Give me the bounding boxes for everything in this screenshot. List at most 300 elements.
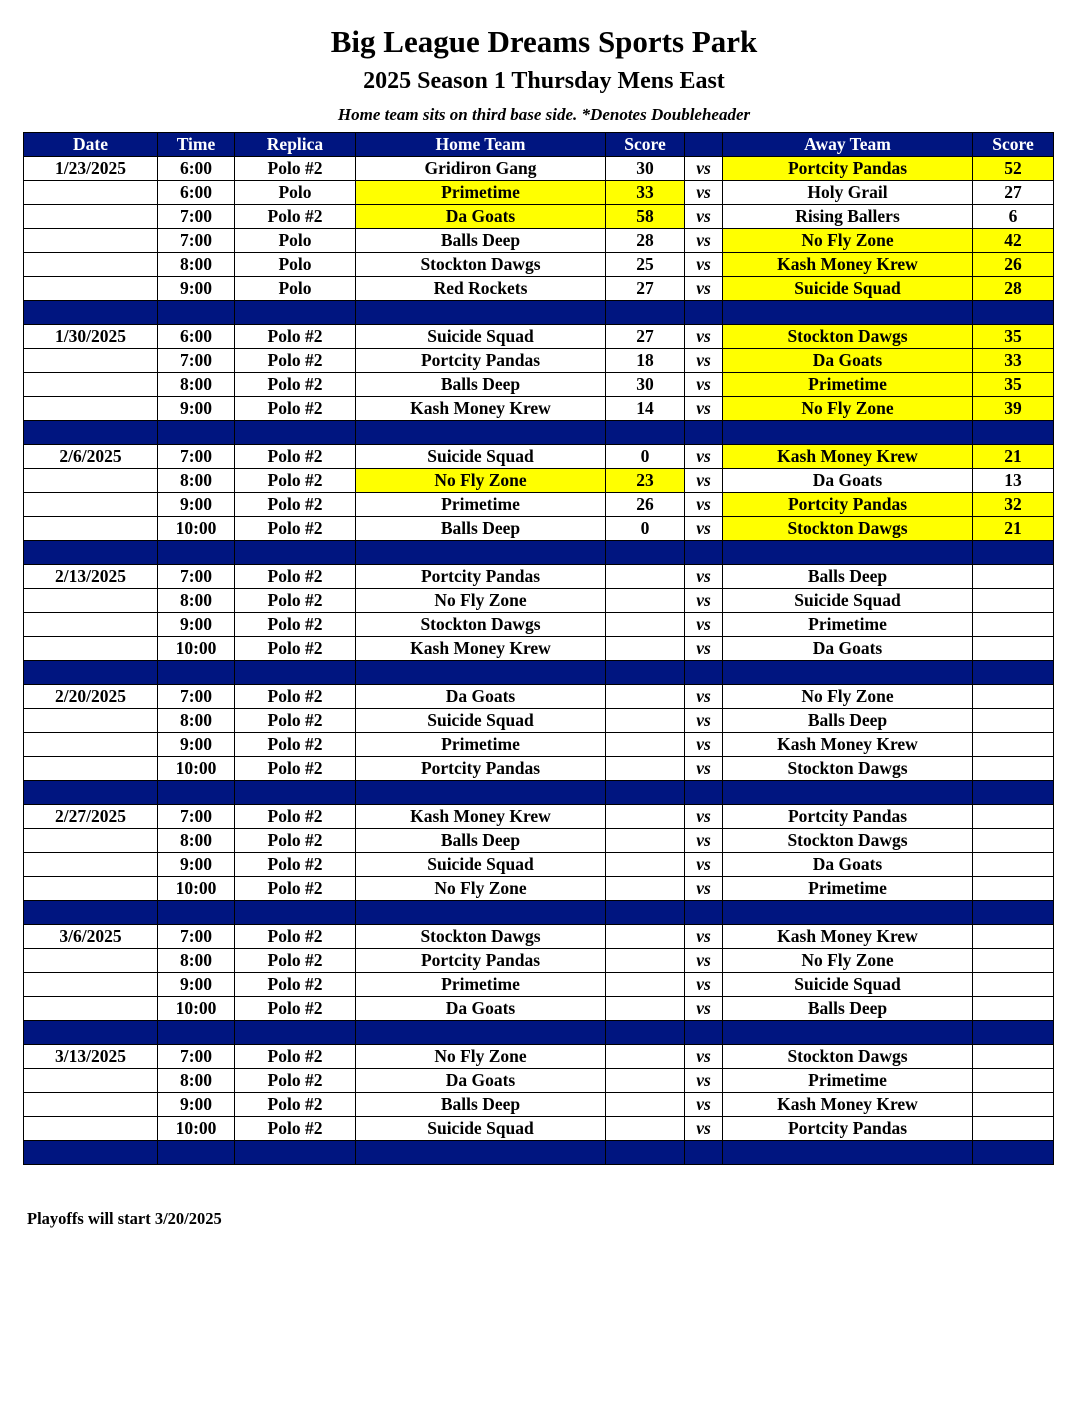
separator-cell <box>606 1141 685 1165</box>
cell-date <box>24 373 158 397</box>
separator-cell <box>606 541 685 565</box>
separator-cell <box>158 781 235 805</box>
cell-home-score: 58 <box>606 205 685 229</box>
cell-home-team: Balls Deep <box>356 517 606 541</box>
cell-away-team: Suicide Squad <box>723 973 973 997</box>
cell-home-team: No Fly Zone <box>356 1045 606 1069</box>
cell-home-score: 30 <box>606 157 685 181</box>
cell-date <box>24 493 158 517</box>
cell-away-score: 52 <box>973 157 1054 181</box>
cell-home-score: 0 <box>606 445 685 469</box>
cell-home-score: 27 <box>606 325 685 349</box>
cell-date: 1/23/2025 <box>24 157 158 181</box>
cell-vs: vs <box>685 853 723 877</box>
cell-away-team: Balls Deep <box>723 565 973 589</box>
cell-date <box>24 973 158 997</box>
col-header-date: Date <box>24 133 158 157</box>
cell-replica: Polo #2 <box>235 853 356 877</box>
separator-cell <box>356 541 606 565</box>
cell-date <box>24 613 158 637</box>
separator-cell <box>24 781 158 805</box>
cell-time: 7:00 <box>158 229 235 253</box>
separator-cell <box>723 301 973 325</box>
cell-away-score <box>973 733 1054 757</box>
separator-cell <box>235 901 356 925</box>
cell-time: 7:00 <box>158 805 235 829</box>
cell-vs: vs <box>685 877 723 901</box>
cell-away-score: 33 <box>973 349 1054 373</box>
cell-date <box>24 853 158 877</box>
cell-home-team: Suicide Squad <box>356 853 606 877</box>
cell-vs: vs <box>685 613 723 637</box>
cell-time: 10:00 <box>158 637 235 661</box>
cell-home-score: 33 <box>606 181 685 205</box>
cell-away-score: 13 <box>973 469 1054 493</box>
cell-vs: vs <box>685 709 723 733</box>
cell-away-score <box>973 1117 1054 1141</box>
cell-away-team: Stockton Dawgs <box>723 1045 973 1069</box>
cell-time: 8:00 <box>158 373 235 397</box>
cell-time: 9:00 <box>158 397 235 421</box>
cell-date <box>24 829 158 853</box>
cell-vs: vs <box>685 493 723 517</box>
cell-time: 7:00 <box>158 349 235 373</box>
cell-time: 8:00 <box>158 253 235 277</box>
cell-replica: Polo #2 <box>235 445 356 469</box>
separator-cell <box>158 661 235 685</box>
separator-cell <box>606 1021 685 1045</box>
cell-away-team: Primetime <box>723 877 973 901</box>
cell-date: 1/30/2025 <box>24 325 158 349</box>
separator-cell <box>973 661 1054 685</box>
cell-replica: Polo #2 <box>235 757 356 781</box>
separator-cell <box>235 421 356 445</box>
page-subtitle: 2025 Season 1 Thursday Mens East <box>363 68 725 94</box>
separator-cell <box>235 661 356 685</box>
cell-away-team: Kash Money Krew <box>723 253 973 277</box>
cell-home-score <box>606 1069 685 1093</box>
cell-time: 9:00 <box>158 853 235 877</box>
cell-away-score <box>973 637 1054 661</box>
separator-cell <box>973 1021 1054 1045</box>
cell-vs: vs <box>685 1093 723 1117</box>
separator-cell <box>235 1141 356 1165</box>
cell-away-team: Balls Deep <box>723 709 973 733</box>
cell-replica: Polo #2 <box>235 1093 356 1117</box>
cell-home-score: 18 <box>606 349 685 373</box>
table-row <box>24 277 1054 301</box>
cell-time: 9:00 <box>158 493 235 517</box>
separator-cell <box>685 301 723 325</box>
cell-replica: Polo #2 <box>235 637 356 661</box>
table-row <box>24 253 1054 277</box>
cell-vs: vs <box>685 325 723 349</box>
cell-replica: Polo #2 <box>235 733 356 757</box>
cell-home-score <box>606 757 685 781</box>
separator-cell <box>235 781 356 805</box>
cell-home-score <box>606 589 685 613</box>
cell-replica: Polo #2 <box>235 685 356 709</box>
cell-replica: Polo #2 <box>235 325 356 349</box>
cell-home-score <box>606 853 685 877</box>
cell-replica: Polo <box>235 229 356 253</box>
cell-away-score <box>973 757 1054 781</box>
table-row <box>24 613 1054 637</box>
separator-cell <box>158 1021 235 1045</box>
cell-away-team: Primetime <box>723 613 973 637</box>
cell-date <box>24 709 158 733</box>
cell-time: 7:00 <box>158 685 235 709</box>
table-row <box>24 157 1054 181</box>
cell-time: 8:00 <box>158 829 235 853</box>
cell-vs: vs <box>685 397 723 421</box>
cell-home-score: 27 <box>606 277 685 301</box>
cell-time: 7:00 <box>158 205 235 229</box>
cell-date <box>24 253 158 277</box>
cell-home-team: No Fly Zone <box>356 469 606 493</box>
cell-away-team: Stockton Dawgs <box>723 829 973 853</box>
cell-home-score <box>606 709 685 733</box>
cell-time: 8:00 <box>158 1069 235 1093</box>
cell-replica: Polo <box>235 277 356 301</box>
separator-cell <box>685 421 723 445</box>
cell-vs: vs <box>685 181 723 205</box>
cell-home-score <box>606 685 685 709</box>
cell-home-team: Suicide Squad <box>356 445 606 469</box>
separator-cell <box>158 901 235 925</box>
cell-date <box>24 517 158 541</box>
cell-date: 3/6/2025 <box>24 925 158 949</box>
table-row <box>24 949 1054 973</box>
separator-cell <box>685 541 723 565</box>
cell-away-team: No Fly Zone <box>723 397 973 421</box>
cell-away-team: Da Goats <box>723 349 973 373</box>
cell-date <box>24 229 158 253</box>
cell-vs: vs <box>685 997 723 1021</box>
table-row <box>24 493 1054 517</box>
table-row <box>24 1045 1054 1069</box>
cell-vs: vs <box>685 517 723 541</box>
separator-cell <box>24 1021 158 1045</box>
cell-replica: Polo #2 <box>235 157 356 181</box>
separator-cell <box>235 541 356 565</box>
cell-home-score <box>606 1093 685 1117</box>
cell-date <box>24 733 158 757</box>
table-row <box>24 829 1054 853</box>
cell-away-score <box>973 997 1054 1021</box>
cell-home-team: Balls Deep <box>356 229 606 253</box>
cell-home-team: Kash Money Krew <box>356 637 606 661</box>
cell-away-team: Holy Grail <box>723 181 973 205</box>
cell-home-score <box>606 805 685 829</box>
table-row <box>24 181 1054 205</box>
table-row <box>24 925 1054 949</box>
cell-away-score <box>973 853 1054 877</box>
cell-home-team: Stockton Dawgs <box>356 925 606 949</box>
separator-cell <box>158 1141 235 1165</box>
cell-date <box>24 637 158 661</box>
table-row <box>24 1093 1054 1117</box>
separator-cell <box>685 901 723 925</box>
cell-home-team: Da Goats <box>356 205 606 229</box>
cell-time: 8:00 <box>158 709 235 733</box>
cell-time: 8:00 <box>158 589 235 613</box>
cell-home-score <box>606 973 685 997</box>
cell-vs: vs <box>685 373 723 397</box>
cell-home-team: Suicide Squad <box>356 709 606 733</box>
table-row <box>24 1117 1054 1141</box>
table-row <box>24 373 1054 397</box>
cell-vs: vs <box>685 565 723 589</box>
page-title: Big League Dreams Sports Park <box>330 24 758 59</box>
table-row <box>24 565 1054 589</box>
cell-date: 2/20/2025 <box>24 685 158 709</box>
cell-home-score <box>606 877 685 901</box>
cell-away-score <box>973 925 1054 949</box>
separator-cell <box>158 421 235 445</box>
separator-cell <box>24 541 158 565</box>
cell-date <box>24 757 158 781</box>
cell-time: 7:00 <box>158 565 235 589</box>
cell-away-score <box>973 1093 1054 1117</box>
separator-cell <box>235 301 356 325</box>
cell-vs: vs <box>685 829 723 853</box>
cell-date: 2/13/2025 <box>24 565 158 589</box>
cell-time: 9:00 <box>158 1093 235 1117</box>
cell-time: 8:00 <box>158 949 235 973</box>
separator-cell <box>24 301 158 325</box>
separator-cell <box>606 661 685 685</box>
cell-vs: vs <box>685 925 723 949</box>
separator-cell <box>973 781 1054 805</box>
cell-away-team: Da Goats <box>723 853 973 877</box>
cell-away-score: 35 <box>973 325 1054 349</box>
cell-time: 9:00 <box>158 613 235 637</box>
cell-replica: Polo #2 <box>235 925 356 949</box>
cell-away-score <box>973 613 1054 637</box>
cell-home-team: Gridiron Gang <box>356 157 606 181</box>
cell-away-team: Primetime <box>723 373 973 397</box>
table-row <box>24 997 1054 1021</box>
schedule-table <box>23 132 1054 1165</box>
separator-cell <box>973 421 1054 445</box>
cell-time: 7:00 <box>158 925 235 949</box>
cell-vs: vs <box>685 229 723 253</box>
separator-cell <box>723 421 973 445</box>
cell-away-team: Rising Ballers <box>723 205 973 229</box>
cell-home-score <box>606 1117 685 1141</box>
cell-vs: vs <box>685 205 723 229</box>
cell-home-score: 0 <box>606 517 685 541</box>
separator-cell <box>723 541 973 565</box>
cell-date: 2/6/2025 <box>24 445 158 469</box>
cell-home-score <box>606 949 685 973</box>
cell-vs: vs <box>685 1069 723 1093</box>
separator-cell <box>356 301 606 325</box>
cell-home-team: Balls Deep <box>356 1093 606 1117</box>
cell-replica: Polo #2 <box>235 493 356 517</box>
cell-time: 9:00 <box>158 733 235 757</box>
separator-cell <box>685 661 723 685</box>
cell-away-score <box>973 829 1054 853</box>
cell-away-score <box>973 1045 1054 1069</box>
cell-home-team: Portcity Pandas <box>356 757 606 781</box>
cell-away-score: 32 <box>973 493 1054 517</box>
table-row <box>24 685 1054 709</box>
cell-away-score: 28 <box>973 277 1054 301</box>
cell-away-score: 21 <box>973 517 1054 541</box>
cell-home-score <box>606 1045 685 1069</box>
cell-vs: vs <box>685 757 723 781</box>
cell-away-team: Portcity Pandas <box>723 1117 973 1141</box>
cell-replica: Polo #2 <box>235 805 356 829</box>
separator-cell <box>158 301 235 325</box>
separator-cell <box>723 1141 973 1165</box>
cell-home-team: Portcity Pandas <box>356 565 606 589</box>
separator-cell <box>356 421 606 445</box>
cell-vs: vs <box>685 277 723 301</box>
cell-away-score: 6 <box>973 205 1054 229</box>
cell-date <box>24 949 158 973</box>
cell-replica: Polo #2 <box>235 973 356 997</box>
cell-replica: Polo #2 <box>235 397 356 421</box>
table-row <box>24 637 1054 661</box>
cell-away-score: 42 <box>973 229 1054 253</box>
cell-away-team: Kash Money Krew <box>723 925 973 949</box>
col-header-away-score: Score <box>973 133 1054 157</box>
cell-home-team: Primetime <box>356 973 606 997</box>
cell-home-team: Red Rockets <box>356 277 606 301</box>
separator-cell <box>606 781 685 805</box>
cell-replica: Polo #2 <box>235 1117 356 1141</box>
cell-vs: vs <box>685 445 723 469</box>
cell-home-team: Kash Money Krew <box>356 805 606 829</box>
separator-cell <box>723 661 973 685</box>
cell-date <box>24 205 158 229</box>
cell-date <box>24 877 158 901</box>
cell-time: 10:00 <box>158 877 235 901</box>
cell-away-team: Da Goats <box>723 469 973 493</box>
cell-date <box>24 397 158 421</box>
separator-cell <box>723 1021 973 1045</box>
week-separator-row <box>24 421 1054 445</box>
cell-replica: Polo #2 <box>235 589 356 613</box>
cell-vs: vs <box>685 949 723 973</box>
cell-away-score: 39 <box>973 397 1054 421</box>
cell-home-score: 26 <box>606 493 685 517</box>
cell-away-score: 35 <box>973 373 1054 397</box>
separator-cell <box>973 1141 1054 1165</box>
cell-vs: vs <box>685 469 723 493</box>
cell-away-team: No Fly Zone <box>723 949 973 973</box>
cell-vs: vs <box>685 253 723 277</box>
cell-home-score: 30 <box>606 373 685 397</box>
separator-cell <box>973 541 1054 565</box>
cell-away-team: No Fly Zone <box>723 229 973 253</box>
playoffs-note: Playoffs will start 3/20/2025 <box>27 1209 222 1228</box>
cell-home-team: Da Goats <box>356 997 606 1021</box>
col-header-home-team: Home Team <box>356 133 606 157</box>
cell-date <box>24 589 158 613</box>
cell-home-team: Primetime <box>356 493 606 517</box>
cell-vs: vs <box>685 157 723 181</box>
table-row <box>24 445 1054 469</box>
separator-cell <box>356 661 606 685</box>
cell-home-score <box>606 829 685 853</box>
cell-away-team: Stockton Dawgs <box>723 517 973 541</box>
cell-away-score <box>973 589 1054 613</box>
cell-away-score: 27 <box>973 181 1054 205</box>
cell-date <box>24 1093 158 1117</box>
cell-away-score <box>973 949 1054 973</box>
cell-away-score <box>973 973 1054 997</box>
table-row <box>24 229 1054 253</box>
cell-home-score: 28 <box>606 229 685 253</box>
cell-home-team: Portcity Pandas <box>356 349 606 373</box>
cell-replica: Polo #2 <box>235 1069 356 1093</box>
week-separator-row <box>24 781 1054 805</box>
cell-time: 7:00 <box>158 445 235 469</box>
separator-cell <box>24 1141 158 1165</box>
week-separator-row <box>24 1021 1054 1045</box>
separator-cell <box>685 781 723 805</box>
separator-cell <box>24 661 158 685</box>
header-row <box>24 133 1054 157</box>
cell-away-team: Kash Money Krew <box>723 733 973 757</box>
cell-home-team: Balls Deep <box>356 373 606 397</box>
separator-cell <box>723 781 973 805</box>
cell-home-team: Primetime <box>356 733 606 757</box>
table-row <box>24 325 1054 349</box>
cell-date <box>24 181 158 205</box>
cell-home-score <box>606 733 685 757</box>
cell-replica: Polo #2 <box>235 349 356 373</box>
separator-cell <box>606 901 685 925</box>
table-row <box>24 733 1054 757</box>
separator-cell <box>24 421 158 445</box>
cell-home-team: Stockton Dawgs <box>356 613 606 637</box>
cell-replica: Polo #2 <box>235 517 356 541</box>
schedule-body <box>24 157 1054 1165</box>
cell-replica: Polo #2 <box>235 469 356 493</box>
cell-vs: vs <box>685 973 723 997</box>
cell-time: 6:00 <box>158 325 235 349</box>
separator-cell <box>685 1141 723 1165</box>
separator-cell <box>24 901 158 925</box>
cell-away-score <box>973 565 1054 589</box>
cell-away-team: Balls Deep <box>723 997 973 1021</box>
cell-away-team: Da Goats <box>723 637 973 661</box>
cell-home-team: Primetime <box>356 181 606 205</box>
table-row <box>24 853 1054 877</box>
table-row <box>24 709 1054 733</box>
cell-vs: vs <box>685 1045 723 1069</box>
cell-replica: Polo #2 <box>235 205 356 229</box>
cell-home-team: Suicide Squad <box>356 1117 606 1141</box>
cell-vs: vs <box>685 349 723 373</box>
cell-home-score: 23 <box>606 469 685 493</box>
separator-cell <box>606 301 685 325</box>
cell-home-score <box>606 925 685 949</box>
cell-vs: vs <box>685 637 723 661</box>
cell-time: 6:00 <box>158 157 235 181</box>
table-row <box>24 877 1054 901</box>
cell-vs: vs <box>685 589 723 613</box>
table-row <box>24 349 1054 373</box>
cell-away-team: Suicide Squad <box>723 277 973 301</box>
cell-date <box>24 277 158 301</box>
cell-time: 9:00 <box>158 277 235 301</box>
